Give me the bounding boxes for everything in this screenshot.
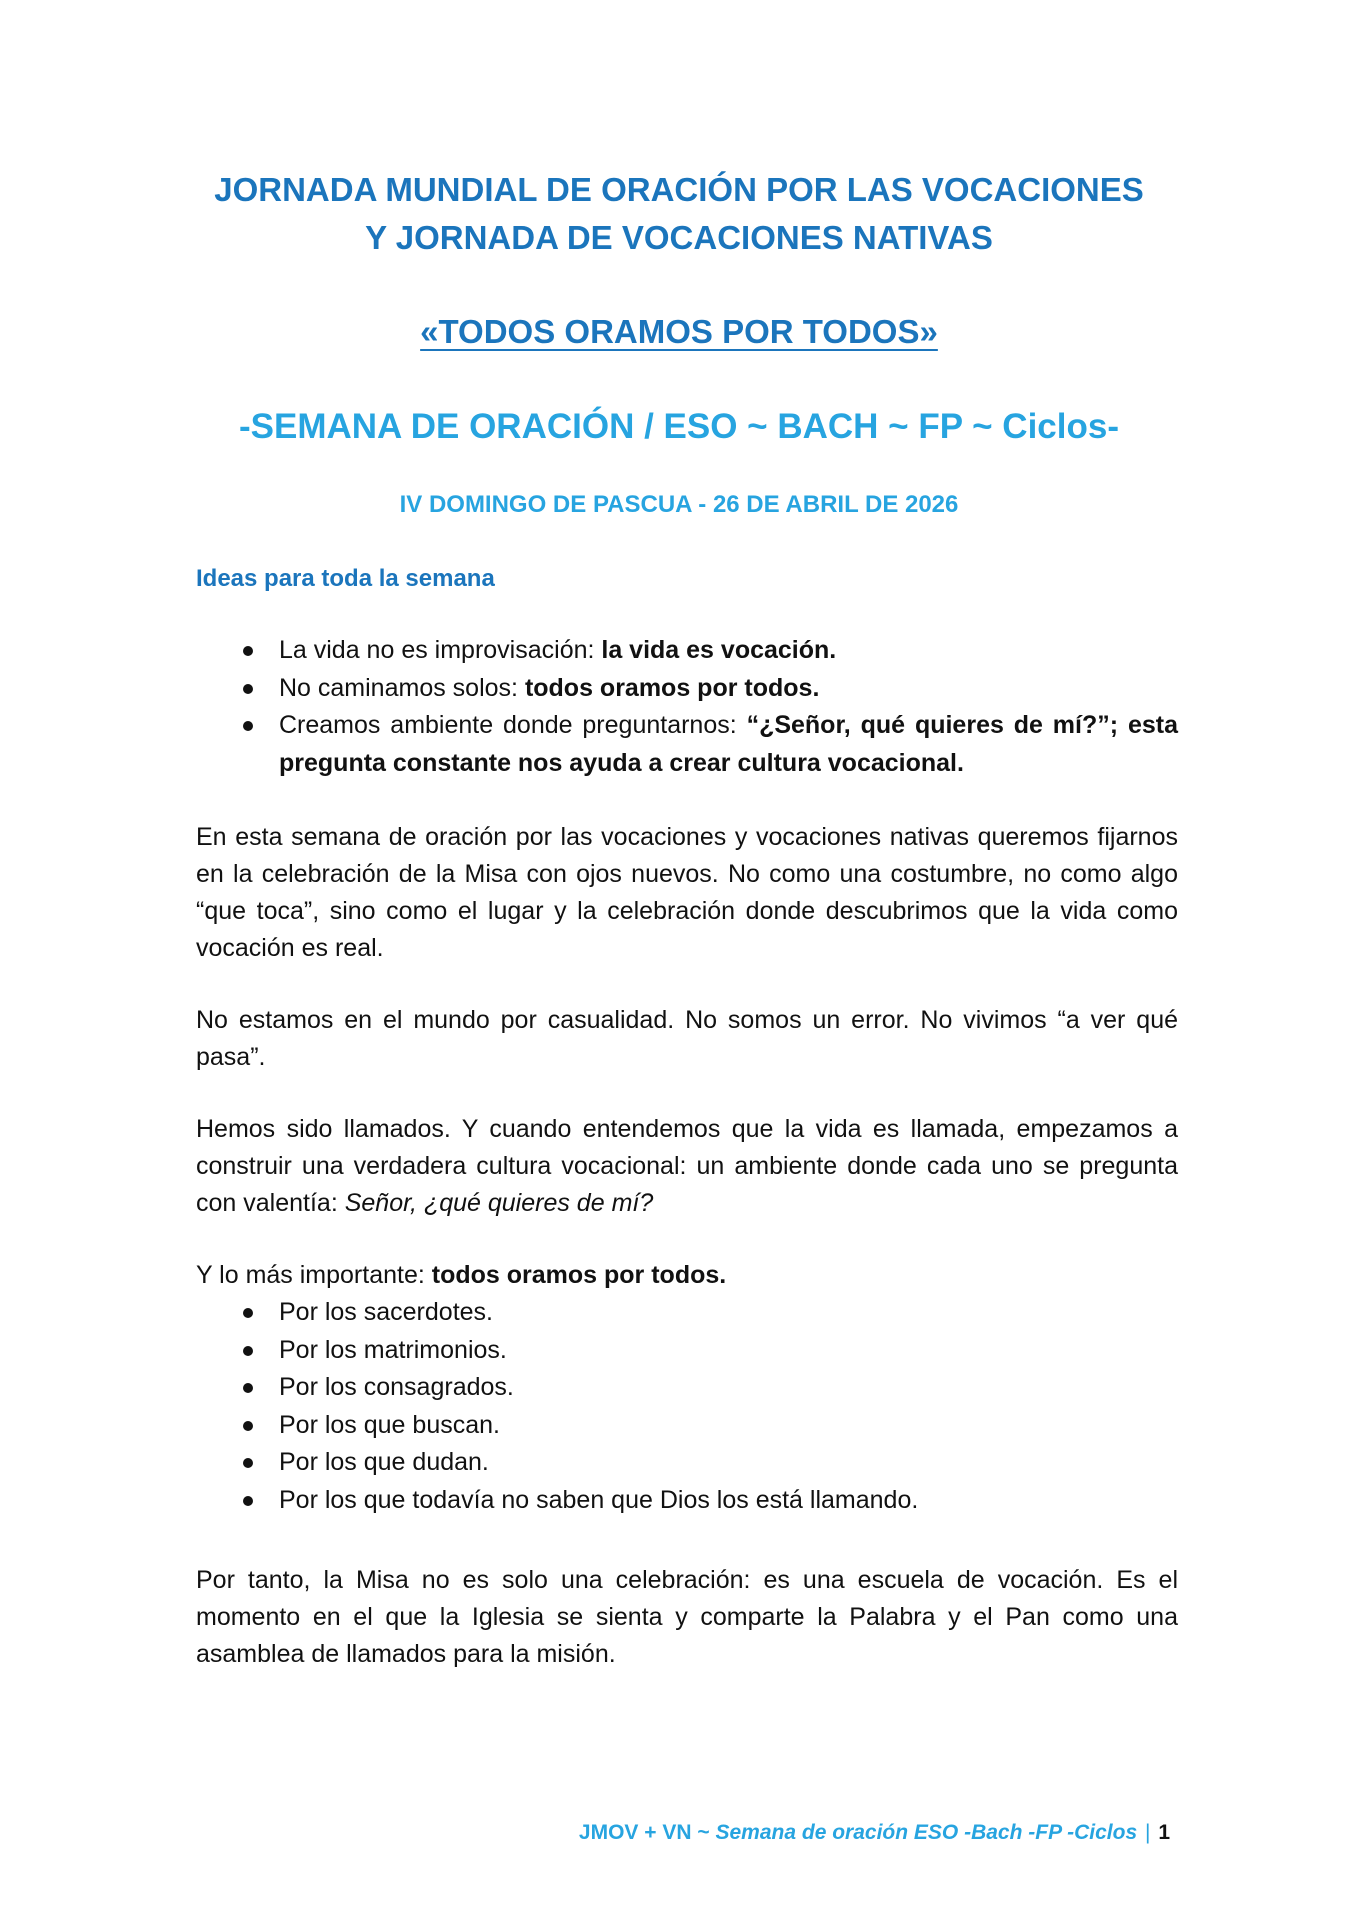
prayer-list-item: Por los consagrados. (196, 1369, 1178, 1407)
document-title (0, 166, 1358, 262)
idea-text: Creamos ambiente donde preguntarnos: (279, 711, 747, 739)
ideas-list (196, 632, 1178, 782)
footer-title: Semana de oración ESO -Bach -FP -Ciclos (715, 1821, 1138, 1844)
motto-heading (0, 310, 1358, 354)
idea-bold: “¿Señor, qué quieres de mí?”; esta pregunta constante nos ayuda a crear cultura vocacional. (279, 711, 1178, 777)
paragraph-not-by-chance: No estamos en el mundo por casualidad. No somos un error. No vivimos “a ver qué pasa”. (196, 1006, 1178, 1071)
prayer-list-item: Por los que dudan. (196, 1444, 1178, 1482)
idea-bold: la vida es vocación. (601, 636, 837, 664)
idea-text: La vida no es improvisación: (279, 636, 602, 664)
ideas-list-item (196, 707, 1178, 782)
footer-prefix: JMOV + VN ~ (578, 1821, 710, 1844)
paragraph-called (196, 1111, 1178, 1222)
paragraph-called-text: Hemos sido llamados. Y cuando entendemos que la vida es llamada, empezamos a construir una verdadera cultura vocacional: un ambiente donde cada uno se pregunta con valentía: (196, 1115, 1178, 1217)
date-line: IV DOMINGO DE PASCUA - 26 DE ABRIL DE 2026 (399, 491, 959, 518)
paragraph-school-of-vocation: Por tanto, la Misa no es solo una celebración: es una escuela de vocación. Es el momento en el que la Iglesia se sienta y comparte la Palabra y el Pan como una asamblea de llamados para la misión. (196, 1566, 1178, 1668)
prayer-list (196, 1294, 1178, 1519)
idea-bold: todos oramos por todos. (524, 673, 820, 702)
week-subtitle: -SEMANA DE ORACIÓN / ESO ~ BACH ~ FP ~ Ciclos- (238, 407, 1119, 446)
ideas-list-item (196, 632, 1178, 670)
paragraph-most-important-text: Y lo más importante: (196, 1261, 432, 1289)
paragraph-mass: En esta semana de oración por las vocaciones y vocaciones nativas queremos fijarnos en la celebración de la Misa con ojos nuevos. No como una costumbre, no como algo “que toca”, sino como el lugar y la celebración donde descubrimos que la vida como vocación es real. (196, 823, 1178, 962)
paragraph-most-important (196, 1257, 1178, 1294)
paragraph-most-important-bold: todos oramos por todos. (431, 1261, 727, 1289)
page-number: 1 (1158, 1821, 1170, 1844)
ideas-list-item (196, 670, 1178, 708)
idea-text: No caminamos solos: (279, 673, 525, 702)
footer-separator: | (1145, 1821, 1151, 1844)
ideas-heading: Ideas para toda la semana (196, 565, 495, 592)
title-line-1: JORNADA MUNDIAL DE ORACIÓN POR LAS VOCACIONES (214, 171, 1144, 208)
paragraph-called-question: Señor, ¿qué quieres de mí? (344, 1189, 654, 1217)
prayer-list-item: Por los que todavía no saben que Dios los está llamando. (196, 1482, 1178, 1520)
page-footer (0, 1818, 1170, 1848)
title-line-2: Y JORNADA DE VOCACIONES NATIVAS (365, 219, 993, 256)
prayer-list-item: Por los matrimonios. (196, 1332, 1178, 1370)
prayer-list-item: Por los sacerdotes. (196, 1294, 1178, 1332)
prayer-list-item: Por los que buscan. (196, 1407, 1178, 1445)
motto-text: «TODOS ORAMOS POR TODOS» (420, 313, 938, 350)
